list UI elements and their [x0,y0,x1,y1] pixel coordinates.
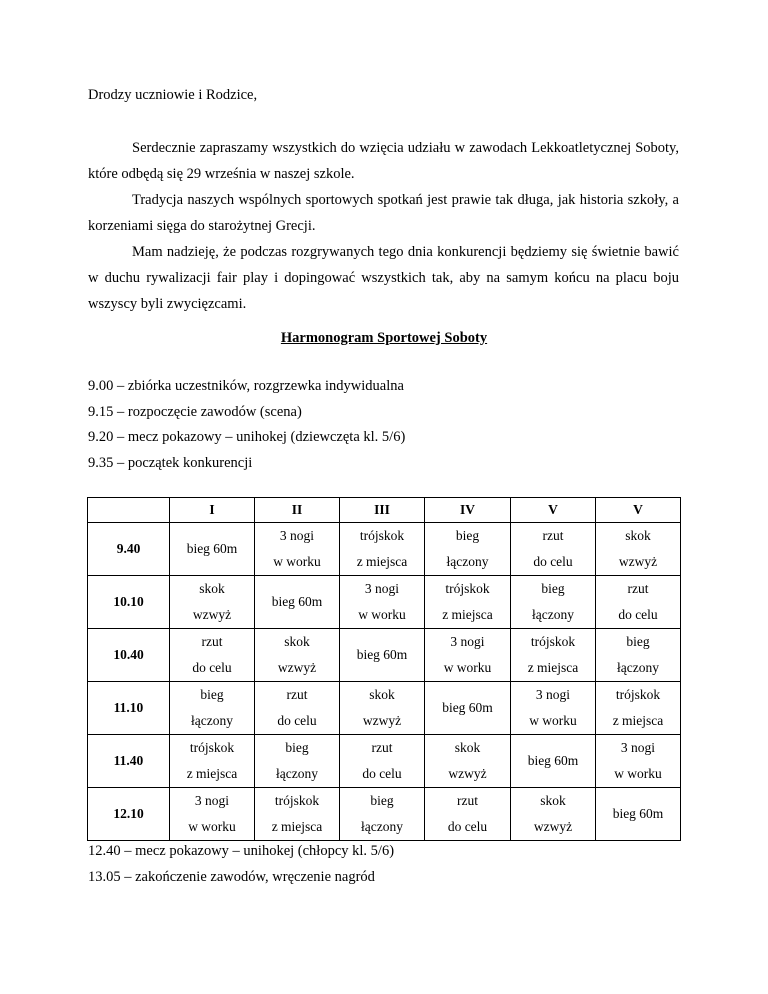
event-cell [255,629,340,682]
event-cell-line: 3 nogi [194,793,230,808]
event-cell-line: rzut [286,687,308,702]
table-row [88,788,681,841]
event-cell-line: trójskok [530,634,576,649]
event-cell [340,629,425,682]
event-cell [170,576,255,629]
event-cell-line: 3 nogi [364,581,400,596]
event-cell-line: bieg 60m [271,594,323,609]
event-cell-line: do celu [362,766,402,781]
table-header-row [88,498,681,523]
event-cell [596,788,681,841]
event-cell-line: rzut [201,634,223,649]
event-cell-line: bieg 60m [356,647,408,662]
paragraph: Serdecznie zapraszamy wszystkich do wzięcia udziału w zawodach Lekkoatletycznej Soboty, które odbędą się 29 września w naszej szkole. [88,140,679,182]
event-cell-line: wzwyż [618,554,658,569]
time-slot-cell: 10.40 [88,629,170,682]
time-slot-cell: 10.10 [88,576,170,629]
event-cell [425,576,511,629]
event-cell-line: bieg [370,793,394,808]
event-cell-line: łączony [276,766,318,781]
event-cell [425,629,511,682]
event-cell-line: skok [625,528,651,543]
event-cell [596,735,681,788]
event-cell [340,523,425,576]
event-cell [255,576,340,629]
letter-body [88,135,679,317]
event-cell [425,682,511,735]
event-cell [255,682,340,735]
event-cell-line: bieg 60m [612,806,664,821]
event-cell-line: bieg 60m [442,700,493,715]
table-body [88,523,681,841]
event-cell-line: w worku [188,819,236,834]
event-cell-line: bieg [285,740,309,755]
event-cell-line: z miejsca [271,819,323,834]
event-cell-line: 3 nogi [450,634,485,649]
event-cell-line: skok [454,740,481,755]
event-cell-line: w worku [273,554,321,569]
event-cell [255,735,340,788]
event-cell-line: wzwyż [448,766,487,781]
schedule-item: 9.15 – rozpoczęcie zawodów (scena) [88,403,302,420]
event-cell-line: wzwyż [277,660,317,675]
table-header-cell: IV [425,498,511,523]
event-cell-line: z miejsca [612,713,664,728]
event-cell [170,523,255,576]
event-cell-line: łączony [617,660,659,675]
event-cell-line: bieg [626,634,650,649]
schedule-item: 9.35 – początek konkurencji [88,454,253,471]
schedule-item: 9.00 – zbiórka uczestników, rozgrzewka indywidualna [88,378,404,394]
event-cell [425,523,511,576]
schedule-item: 13.05 – zakończenie zawodów, wręczenie nagród [88,868,375,885]
time-slot-cell: 12.10 [88,788,170,841]
event-cell-line: z miejsca [186,766,238,781]
event-cell [596,576,681,629]
event-cell [511,523,596,576]
time-slot-cell: 11.40 [88,735,170,788]
event-cell-line: skok [369,687,395,702]
event-cell [511,682,596,735]
table-row [88,523,681,576]
event-cell-line: wzwyż [192,607,232,622]
schedule-list-after [88,839,394,890]
event-cell-line: w worku [443,660,492,675]
event-cell-line: trójskok [445,581,490,596]
competition-table [87,497,681,841]
event-cell [596,682,681,735]
event-cell [170,788,255,841]
table-row [88,735,681,788]
event-cell-line: w worku [529,713,577,728]
event-cell-line: trójskok [189,740,235,755]
event-cell-line: 3 nogi [279,528,315,543]
table-header-cell: I [170,498,255,523]
event-cell [511,576,596,629]
event-cell-line: rzut [371,740,393,755]
table-header-cell: V [511,498,596,523]
event-cell-line: rzut [457,793,478,808]
table-row [88,682,681,735]
event-cell [170,735,255,788]
event-cell-line: do celu [277,713,317,728]
event-cell-line: z miejsca [356,554,408,569]
event-cell [340,735,425,788]
event-cell [596,523,681,576]
event-cell-line: skok [199,581,225,596]
event-cell [340,788,425,841]
event-cell-line: bieg [200,687,224,702]
event-cell [425,788,511,841]
event-cell [170,629,255,682]
event-cell-line: do celu [533,554,573,569]
event-cell [170,682,255,735]
event-cell [596,629,681,682]
event-cell [255,788,340,841]
schedule-item: 9.20 – mecz pokazowy – unihokej (dziewczęta kl. 5/6) [88,429,406,445]
event-cell-line: trójskok [274,793,320,808]
table-row [88,576,681,629]
event-cell [511,788,596,841]
event-cell-line: w worku [358,607,406,622]
event-cell-line: do celu [618,607,658,622]
time-slot-cell: 9.40 [88,523,170,576]
event-cell-line: łączony [446,554,489,569]
event-cell-line: bieg [455,528,480,543]
table-header-cell: III [340,498,425,523]
event-cell [511,629,596,682]
event-cell-line: skok [540,793,566,808]
event-cell-line: z miejsca [527,660,579,675]
event-cell [511,735,596,788]
table-row [88,629,681,682]
event-cell-line: bieg [541,581,565,596]
schedule-title: Harmonogram Sportowej Soboty [280,330,488,346]
event-cell-line: łączony [191,713,233,728]
event-cell-line: rzut [627,581,649,596]
event-cell-line: wzwyż [533,819,573,834]
event-cell-line: wzwyż [362,713,402,728]
time-slot-cell: 11.10 [88,682,170,735]
event-cell-line: do celu [447,819,488,834]
greeting: Drodzy uczniowie i Rodzice, [88,87,258,103]
event-cell-line: bieg 60m [186,541,238,556]
event-cell-line: trójskok [359,528,405,543]
schedule-list-before [88,374,405,476]
paragraph: Mam nadzieję, że podczas rozgrywanych tego dnia konkurencji będziemy się świetnie bawić w duchu rywalizacji fair play i dopingować wszystkich tak, aby na samym końcu na placu boju wszyscy byli zwycięzcami. [88,244,679,312]
event-cell-line: 3 nogi [620,740,656,755]
event-cell-line: łączony [361,819,403,834]
event-cell [340,682,425,735]
event-cell [340,576,425,629]
event-cell-line: do celu [192,660,232,675]
event-cell-line: trójskok [615,687,661,702]
event-cell-line: z miejsca [442,607,493,622]
event-cell [255,523,340,576]
event-cell-line: rzut [542,528,564,543]
event-cell [425,735,511,788]
paragraph: Tradycja naszych wspólnych sportowych spotkań jest prawie tak długa, jak historia szkoły, a korzeniami sięga do starożytnej Grecji. [88,192,679,234]
table-header-cell: II [255,498,340,523]
schedule-item: 12.40 – mecz pokazowy – unihokej (chłopcy kl. 5/6) [88,843,395,859]
event-cell-line: w worku [614,766,662,781]
table-header-cell [88,498,170,523]
event-cell-line: skok [284,634,310,649]
event-cell-line: 3 nogi [535,687,571,702]
event-cell-line: łączony [532,607,574,622]
table-header-cell: V [596,498,681,523]
event-cell-line: bieg 60m [527,753,579,768]
